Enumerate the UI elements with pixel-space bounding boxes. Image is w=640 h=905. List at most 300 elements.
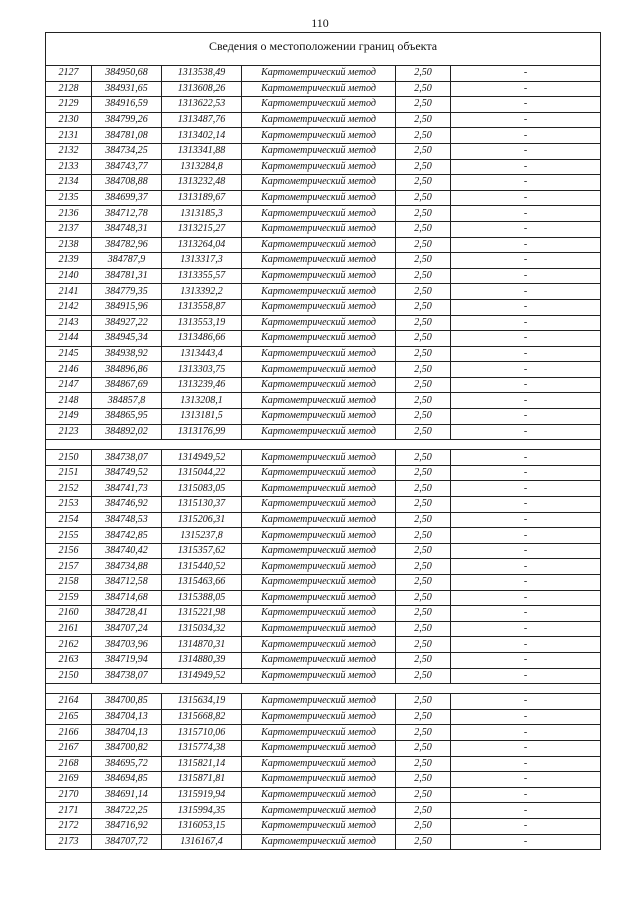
y-coordinate-cell: 1315237,8: [162, 528, 242, 544]
point-number-cell: 2153: [46, 497, 92, 513]
description-cell: -: [451, 694, 601, 710]
method-cell: Картометрический метод: [242, 512, 396, 528]
description-cell: -: [451, 424, 601, 440]
point-number-cell: 2138: [46, 237, 92, 253]
table-row: [46, 299, 601, 315]
method-cell: Картометрический метод: [242, 268, 396, 284]
y-coordinate-cell: 1313486,66: [162, 331, 242, 347]
method-cell: Картометрический метод: [242, 465, 396, 481]
x-coordinate-cell: 384691,14: [92, 787, 162, 803]
y-coordinate-cell: 1313443,4: [162, 346, 242, 362]
x-coordinate-cell: 384782,96: [92, 237, 162, 253]
method-cell: Картометрический метод: [242, 424, 396, 440]
y-coordinate-cell: 1315634,19: [162, 694, 242, 710]
y-coordinate-cell: 1313215,27: [162, 221, 242, 237]
table-row: [46, 465, 601, 481]
y-coordinate-cell: 1313487,76: [162, 112, 242, 128]
description-cell: -: [451, 362, 601, 378]
description-cell: -: [451, 315, 601, 331]
y-coordinate-cell: 1313341,88: [162, 143, 242, 159]
description-cell: -: [451, 590, 601, 606]
y-coordinate-cell: 1315463,66: [162, 575, 242, 591]
table-row: [46, 575, 601, 591]
method-cell: Картометрический метод: [242, 112, 396, 128]
table-row: [46, 818, 601, 834]
x-coordinate-cell: 384781,08: [92, 128, 162, 144]
table-row: [46, 190, 601, 206]
method-cell: Картометрический метод: [242, 497, 396, 513]
method-cell: Картометрический метод: [242, 159, 396, 175]
accuracy-cell: 2,50: [396, 253, 451, 269]
y-coordinate-cell: 1315710,06: [162, 725, 242, 741]
y-coordinate-cell: 1316053,15: [162, 818, 242, 834]
table-row: [46, 606, 601, 622]
table-row: [46, 834, 601, 850]
method-cell: Картометрический метод: [242, 528, 396, 544]
table-row: [46, 393, 601, 409]
y-coordinate-cell: 1315774,38: [162, 740, 242, 756]
point-number-cell: 2132: [46, 143, 92, 159]
point-number-cell: 2171: [46, 803, 92, 819]
y-coordinate-cell: 1315083,05: [162, 481, 242, 497]
table-row: [46, 97, 601, 113]
table-row: [46, 559, 601, 575]
x-coordinate-cell: 384704,13: [92, 725, 162, 741]
point-number-cell: 2131: [46, 128, 92, 144]
description-cell: -: [451, 834, 601, 850]
table-row: [46, 159, 601, 175]
point-number-cell: 2140: [46, 268, 92, 284]
method-cell: Картометрический метод: [242, 543, 396, 559]
accuracy-cell: 2,50: [396, 143, 451, 159]
point-number-cell: 2168: [46, 756, 92, 772]
method-cell: Картометрический метод: [242, 284, 396, 300]
x-coordinate-cell: 384734,88: [92, 559, 162, 575]
accuracy-cell: 2,50: [396, 637, 451, 653]
x-coordinate-cell: 384916,59: [92, 97, 162, 113]
method-cell: Картометрический метод: [242, 221, 396, 237]
point-number-cell: 2145: [46, 346, 92, 362]
method-cell: Картометрический метод: [242, 346, 396, 362]
table-row: [46, 512, 601, 528]
method-cell: Картометрический метод: [242, 740, 396, 756]
description-cell: -: [451, 237, 601, 253]
accuracy-cell: 2,50: [396, 268, 451, 284]
y-coordinate-cell: 1315130,37: [162, 497, 242, 513]
point-number-cell: 2173: [46, 834, 92, 850]
description-cell: -: [451, 377, 601, 393]
point-number-cell: 2129: [46, 97, 92, 113]
table-row: [46, 668, 601, 684]
table-row: [46, 331, 601, 347]
point-number-cell: 2160: [46, 606, 92, 622]
x-coordinate-cell: 384741,73: [92, 481, 162, 497]
boundary-table-body: [46, 33, 601, 850]
y-coordinate-cell: 1314870,31: [162, 637, 242, 653]
method-cell: Картометрический метод: [242, 652, 396, 668]
table-row: [46, 112, 601, 128]
accuracy-cell: 2,50: [396, 450, 451, 466]
description-cell: -: [451, 190, 601, 206]
accuracy-cell: 2,50: [396, 465, 451, 481]
method-cell: Картометрический метод: [242, 725, 396, 741]
accuracy-cell: 2,50: [396, 206, 451, 222]
y-coordinate-cell: 1313303,75: [162, 362, 242, 378]
table-row: [46, 175, 601, 191]
table-row: [46, 143, 601, 159]
description-cell: -: [451, 725, 601, 741]
point-number-cell: 2163: [46, 652, 92, 668]
y-coordinate-cell: 1315919,94: [162, 787, 242, 803]
x-coordinate-cell: 384927,22: [92, 315, 162, 331]
point-number-cell: 2170: [46, 787, 92, 803]
y-coordinate-cell: 1313232,48: [162, 175, 242, 191]
x-coordinate-cell: 384694,85: [92, 772, 162, 788]
method-cell: Картометрический метод: [242, 803, 396, 819]
description-cell: -: [451, 756, 601, 772]
method-cell: Картометрический метод: [242, 66, 396, 82]
point-number-cell: 2147: [46, 377, 92, 393]
point-number-cell: 2148: [46, 393, 92, 409]
accuracy-cell: 2,50: [396, 409, 451, 425]
point-number-cell: 2158: [46, 575, 92, 591]
y-coordinate-cell: 1313402,14: [162, 128, 242, 144]
accuracy-cell: 2,50: [396, 528, 451, 544]
method-cell: Картометрический метод: [242, 787, 396, 803]
x-coordinate-cell: 384700,82: [92, 740, 162, 756]
description-cell: -: [451, 66, 601, 82]
x-coordinate-cell: 384699,37: [92, 190, 162, 206]
accuracy-cell: 2,50: [396, 97, 451, 113]
accuracy-cell: 2,50: [396, 481, 451, 497]
method-cell: Картометрический метод: [242, 331, 396, 347]
table-row: [46, 621, 601, 637]
x-coordinate-cell: 384703,96: [92, 637, 162, 653]
accuracy-cell: 2,50: [396, 128, 451, 144]
table-row: [46, 346, 601, 362]
x-coordinate-cell: 384938,92: [92, 346, 162, 362]
y-coordinate-cell: 1313558,87: [162, 299, 242, 315]
x-coordinate-cell: 384748,31: [92, 221, 162, 237]
table-row: [46, 787, 601, 803]
table-row: [46, 81, 601, 97]
description-cell: -: [451, 409, 601, 425]
x-coordinate-cell: 384742,85: [92, 528, 162, 544]
x-coordinate-cell: 384714,68: [92, 590, 162, 606]
table-row: [46, 481, 601, 497]
x-coordinate-cell: 384695,72: [92, 756, 162, 772]
description-cell: -: [451, 709, 601, 725]
x-coordinate-cell: 384867,69: [92, 377, 162, 393]
y-coordinate-cell: 1315221,98: [162, 606, 242, 622]
y-coordinate-cell: 1314949,52: [162, 668, 242, 684]
table-row: [46, 253, 601, 269]
y-coordinate-cell: 1313284,8: [162, 159, 242, 175]
y-coordinate-cell: 1315871,81: [162, 772, 242, 788]
x-coordinate-cell: 384781,31: [92, 268, 162, 284]
description-cell: -: [451, 221, 601, 237]
accuracy-cell: 2,50: [396, 190, 451, 206]
table-row: [46, 424, 601, 440]
point-number-cell: 2149: [46, 409, 92, 425]
point-number-cell: 2144: [46, 331, 92, 347]
method-cell: Картометрический метод: [242, 190, 396, 206]
accuracy-cell: 2,50: [396, 818, 451, 834]
point-number-cell: 2146: [46, 362, 92, 378]
y-coordinate-cell: 1315994,35: [162, 803, 242, 819]
y-coordinate-cell: 1315206,31: [162, 512, 242, 528]
description-cell: -: [451, 497, 601, 513]
accuracy-cell: 2,50: [396, 175, 451, 191]
method-cell: Картометрический метод: [242, 97, 396, 113]
x-coordinate-cell: 384716,92: [92, 818, 162, 834]
table-row: [46, 66, 601, 82]
x-coordinate-cell: 384779,35: [92, 284, 162, 300]
x-coordinate-cell: 384945,34: [92, 331, 162, 347]
table-row: [46, 377, 601, 393]
method-cell: Картометрический метод: [242, 206, 396, 222]
x-coordinate-cell: 384734,25: [92, 143, 162, 159]
x-coordinate-cell: 384712,58: [92, 575, 162, 591]
description-cell: -: [451, 112, 601, 128]
description-cell: -: [451, 772, 601, 788]
page-number: 110: [311, 16, 329, 30]
description-cell: -: [451, 652, 601, 668]
description-cell: -: [451, 393, 601, 409]
point-number-cell: 2172: [46, 818, 92, 834]
method-cell: Картометрический метод: [242, 81, 396, 97]
description-cell: -: [451, 787, 601, 803]
method-cell: Картометрический метод: [242, 818, 396, 834]
accuracy-cell: 2,50: [396, 621, 451, 637]
method-cell: Картометрический метод: [242, 637, 396, 653]
description-cell: -: [451, 481, 601, 497]
method-cell: Картометрический метод: [242, 237, 396, 253]
accuracy-cell: 2,50: [396, 512, 451, 528]
x-coordinate-cell: 384708,88: [92, 175, 162, 191]
description-cell: -: [451, 253, 601, 269]
method-cell: Картометрический метод: [242, 621, 396, 637]
method-cell: Картометрический метод: [242, 590, 396, 606]
accuracy-cell: 2,50: [396, 331, 451, 347]
point-number-cell: 2154: [46, 512, 92, 528]
table-row: [46, 772, 601, 788]
table-row: [46, 284, 601, 300]
accuracy-cell: 2,50: [396, 787, 451, 803]
y-coordinate-cell: 1313208,1: [162, 393, 242, 409]
accuracy-cell: 2,50: [396, 315, 451, 331]
method-cell: Картометрический метод: [242, 575, 396, 591]
x-coordinate-cell: 384748,53: [92, 512, 162, 528]
description-cell: -: [451, 606, 601, 622]
table-row: [46, 590, 601, 606]
method-cell: Картометрический метод: [242, 606, 396, 622]
x-coordinate-cell: 384746,92: [92, 497, 162, 513]
method-cell: Картометрический метод: [242, 772, 396, 788]
point-number-cell: 2166: [46, 725, 92, 741]
y-coordinate-cell: 1315044,22: [162, 465, 242, 481]
point-number-cell: 2162: [46, 637, 92, 653]
x-coordinate-cell: 384787,9: [92, 253, 162, 269]
method-cell: Картометрический метод: [242, 409, 396, 425]
y-coordinate-cell: 1313553,19: [162, 315, 242, 331]
table-row: [46, 450, 601, 466]
accuracy-cell: 2,50: [396, 606, 451, 622]
table-row: [46, 497, 601, 513]
table-row: [46, 803, 601, 819]
x-coordinate-cell: 384700,85: [92, 694, 162, 710]
method-cell: Картометрический метод: [242, 128, 396, 144]
method-cell: Картометрический метод: [242, 834, 396, 850]
description-cell: -: [451, 97, 601, 113]
accuracy-cell: 2,50: [396, 668, 451, 684]
point-number-cell: 2151: [46, 465, 92, 481]
description-cell: -: [451, 575, 601, 591]
x-coordinate-cell: 384707,24: [92, 621, 162, 637]
accuracy-cell: 2,50: [396, 740, 451, 756]
point-number-cell: 2169: [46, 772, 92, 788]
description-cell: -: [451, 159, 601, 175]
x-coordinate-cell: 384719,94: [92, 652, 162, 668]
x-coordinate-cell: 384865,95: [92, 409, 162, 425]
table-title: Сведения о местоположении границ объекта: [46, 33, 601, 66]
point-number-cell: 2143: [46, 315, 92, 331]
x-coordinate-cell: 384738,07: [92, 450, 162, 466]
accuracy-cell: 2,50: [396, 497, 451, 513]
point-number-cell: 2157: [46, 559, 92, 575]
accuracy-cell: 2,50: [396, 159, 451, 175]
point-number-cell: 2161: [46, 621, 92, 637]
table-header-row: [46, 33, 601, 66]
table-row: [46, 543, 601, 559]
table-row: [46, 362, 601, 378]
description-cell: -: [451, 818, 601, 834]
point-number-cell: 2159: [46, 590, 92, 606]
description-cell: -: [451, 299, 601, 315]
description-cell: -: [451, 128, 601, 144]
point-number-cell: 2165: [46, 709, 92, 725]
method-cell: Картометрический метод: [242, 694, 396, 710]
x-coordinate-cell: 384740,42: [92, 543, 162, 559]
description-cell: -: [451, 559, 601, 575]
table-row: [46, 237, 601, 253]
description-cell: -: [451, 143, 601, 159]
table-row: [46, 315, 601, 331]
x-coordinate-cell: 384950,68: [92, 66, 162, 82]
group-separator-row: [46, 684, 601, 694]
y-coordinate-cell: 1313185,3: [162, 206, 242, 222]
point-number-cell: 2137: [46, 221, 92, 237]
boundary-table: [45, 32, 601, 850]
y-coordinate-cell: 1315388,05: [162, 590, 242, 606]
point-number-cell: 2127: [46, 66, 92, 82]
accuracy-cell: 2,50: [396, 424, 451, 440]
description-cell: -: [451, 528, 601, 544]
x-coordinate-cell: 384749,52: [92, 465, 162, 481]
separator-cell: [46, 684, 601, 694]
accuracy-cell: 2,50: [396, 803, 451, 819]
accuracy-cell: 2,50: [396, 284, 451, 300]
method-cell: Картометрический метод: [242, 668, 396, 684]
method-cell: Картометрический метод: [242, 362, 396, 378]
table-row: [46, 709, 601, 725]
point-number-cell: 2135: [46, 190, 92, 206]
x-coordinate-cell: 384728,41: [92, 606, 162, 622]
description-cell: -: [451, 637, 601, 653]
method-cell: Картометрический метод: [242, 559, 396, 575]
x-coordinate-cell: 384738,07: [92, 668, 162, 684]
table-row: [46, 740, 601, 756]
accuracy-cell: 2,50: [396, 81, 451, 97]
description-cell: -: [451, 543, 601, 559]
y-coordinate-cell: 1313355,57: [162, 268, 242, 284]
accuracy-cell: 2,50: [396, 709, 451, 725]
description-cell: -: [451, 803, 601, 819]
y-coordinate-cell: 1313317,3: [162, 253, 242, 269]
point-number-cell: 2167: [46, 740, 92, 756]
description-cell: -: [451, 284, 601, 300]
table-row: [46, 652, 601, 668]
method-cell: Картометрический метод: [242, 756, 396, 772]
x-coordinate-cell: 384799,26: [92, 112, 162, 128]
method-cell: Картометрический метод: [242, 253, 396, 269]
method-cell: Картометрический метод: [242, 481, 396, 497]
y-coordinate-cell: 1313189,67: [162, 190, 242, 206]
point-number-cell: 2139: [46, 253, 92, 269]
description-cell: -: [451, 346, 601, 362]
point-number-cell: 2150: [46, 668, 92, 684]
x-coordinate-cell: 384743,77: [92, 159, 162, 175]
table-row: [46, 409, 601, 425]
x-coordinate-cell: 384712,78: [92, 206, 162, 222]
description-cell: -: [451, 512, 601, 528]
description-cell: -: [451, 621, 601, 637]
description-cell: -: [451, 81, 601, 97]
point-number-cell: 2156: [46, 543, 92, 559]
y-coordinate-cell: 1314949,52: [162, 450, 242, 466]
point-number-cell: 2136: [46, 206, 92, 222]
y-coordinate-cell: 1316167,4: [162, 834, 242, 850]
description-cell: -: [451, 465, 601, 481]
y-coordinate-cell: 1313392,2: [162, 284, 242, 300]
table-row: [46, 528, 601, 544]
y-coordinate-cell: 1314880,39: [162, 652, 242, 668]
y-coordinate-cell: 1313239,46: [162, 377, 242, 393]
point-number-cell: 2141: [46, 284, 92, 300]
x-coordinate-cell: 384931,65: [92, 81, 162, 97]
description-cell: -: [451, 450, 601, 466]
x-coordinate-cell: 384892,02: [92, 424, 162, 440]
accuracy-cell: 2,50: [396, 346, 451, 362]
group-separator-row: [46, 440, 601, 450]
x-coordinate-cell: 384722,25: [92, 803, 162, 819]
point-number-cell: 2142: [46, 299, 92, 315]
description-cell: -: [451, 740, 601, 756]
y-coordinate-cell: 1313538,49: [162, 66, 242, 82]
table-row: [46, 694, 601, 710]
accuracy-cell: 2,50: [396, 543, 451, 559]
method-cell: Картометрический метод: [242, 393, 396, 409]
x-coordinate-cell: 384704,13: [92, 709, 162, 725]
separator-cell: [46, 440, 601, 450]
table-row: [46, 637, 601, 653]
table-row: [46, 725, 601, 741]
table-row: [46, 206, 601, 222]
x-coordinate-cell: 384896,86: [92, 362, 162, 378]
accuracy-cell: 2,50: [396, 725, 451, 741]
y-coordinate-cell: 1313264,04: [162, 237, 242, 253]
x-coordinate-cell: 384707,72: [92, 834, 162, 850]
